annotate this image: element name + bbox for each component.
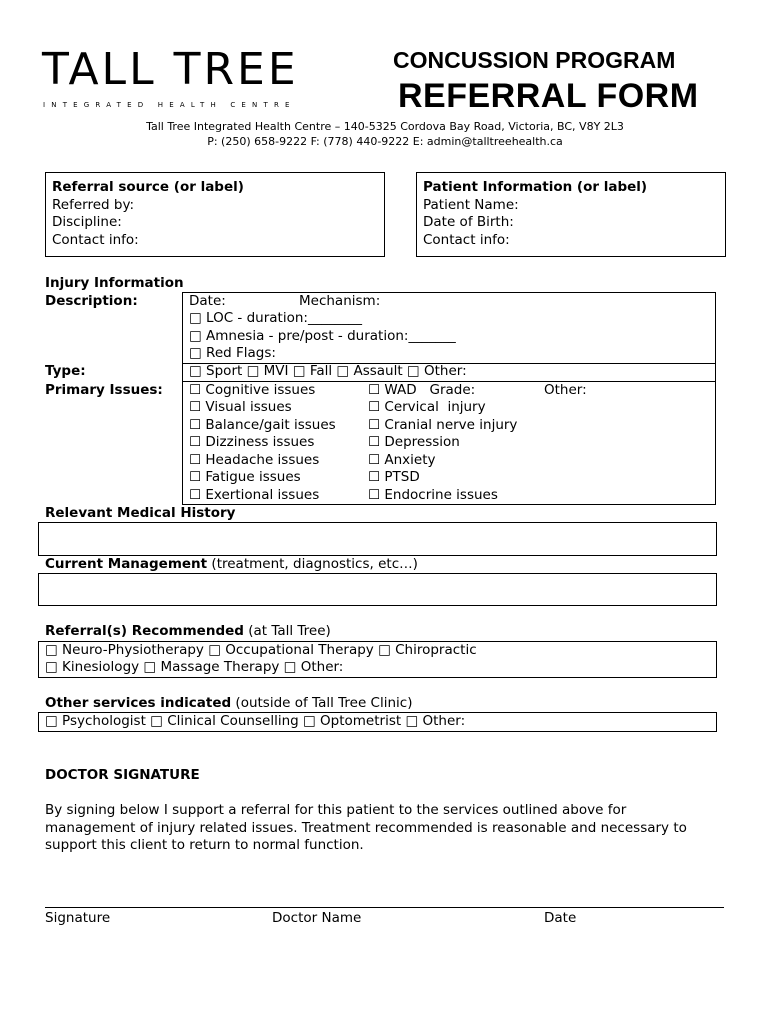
referral-source-heading: Referral source (or label) xyxy=(52,179,244,195)
primary-issues-label: Primary Issues: xyxy=(45,382,163,398)
loc-checkbox[interactable]: □ LOC - duration:________ xyxy=(189,310,362,326)
cervical-checkbox[interactable]: ☐ Cervical injury xyxy=(368,399,486,415)
referrals-heading: Referral(s) Recommended (at Tall Tree) xyxy=(45,623,331,639)
medical-history-heading: Relevant Medical History xyxy=(45,505,236,521)
red-flags-checkbox[interactable]: □ Red Flags: xyxy=(189,345,276,361)
contact-line: P: (250) 658-9222 F: (778) 440-9222 E: admin@talltreehealth.ca xyxy=(207,135,563,148)
other-services-heading: Other services indicated (outside of Tall Tree Clinic) xyxy=(45,695,413,711)
wad-checkbox[interactable]: ☐ WAD Grade: xyxy=(368,382,476,398)
doctor-name-label: Doctor Name xyxy=(272,910,362,926)
logo: TALL TREE xyxy=(42,44,299,95)
fatigue-checkbox[interactable]: ☐ Fatigue issues xyxy=(189,469,301,485)
consent-text-line3: support this client to return to normal function. xyxy=(45,837,364,853)
form-title-program: CONCUSSION PROGRAM xyxy=(393,47,676,73)
consent-text-line1: By signing below I support a referral for this patient to the services outlined above for xyxy=(45,802,627,818)
exertional-checkbox[interactable]: ☐ Exertional issues xyxy=(189,487,320,503)
headache-checkbox[interactable]: ☐ Headache issues xyxy=(189,452,320,468)
discipline-label: Discipline: xyxy=(52,214,122,230)
description-label: Description: xyxy=(45,293,138,309)
endocrine-checkbox[interactable]: ☐ Endocrine issues xyxy=(368,487,498,503)
cognitive-checkbox[interactable]: ☐ Cognitive issues xyxy=(189,382,316,398)
cranial-checkbox[interactable]: ☐ Cranial nerve injury xyxy=(368,417,518,433)
form-title: REFERRAL FORM xyxy=(398,77,699,115)
current-management-heading: Current Management (treatment, diagnostics, etc…) xyxy=(45,556,418,572)
logo-subtitle: INTEGRATED HEALTH CENTRE xyxy=(43,101,296,109)
medical-history-field[interactable] xyxy=(38,522,717,556)
referrals-options-row1[interactable]: □ Neuro-Physiotherapy □ Occupational Therapy □ Chiropractic xyxy=(45,642,477,658)
injury-heading: Injury Information xyxy=(45,275,184,291)
anxiety-checkbox[interactable]: ☐ Anxiety xyxy=(368,452,436,468)
referrals-options-row2[interactable]: □ Kinesiology □ Massage Therapy □ Other: xyxy=(45,659,344,675)
type-options[interactable]: □ Sport □ MVI □ Fall □ Assault □ Other: xyxy=(189,363,467,379)
doctor-signature-heading: DOCTOR SIGNATURE xyxy=(45,767,200,783)
consent-text-line2: management of injury related issues. Treatment recommended is reasonable and necessary to xyxy=(45,820,687,836)
ptsd-checkbox[interactable]: ☐ PTSD xyxy=(368,469,420,485)
type-label: Type: xyxy=(45,363,86,379)
dizziness-checkbox[interactable]: ☐ Dizziness issues xyxy=(189,434,315,450)
patient-name-label: Patient Name: xyxy=(423,197,519,213)
dob-label: Date of Birth: xyxy=(423,214,514,230)
address-line: Tall Tree Integrated Health Centre – 140-5325 Cordova Bay Road, Victoria, BC, V8Y 2L3 xyxy=(146,120,624,133)
other-services-options[interactable]: □ Psychologist □ Clinical Counselling □ Optometrist □ Other: xyxy=(45,713,466,729)
current-management-field[interactable] xyxy=(38,573,717,606)
amnesia-checkbox[interactable]: □ Amnesia - pre/post - duration:_______ xyxy=(189,328,456,344)
patient-info-heading: Patient Information (or label) xyxy=(423,179,648,195)
signature-label: Signature xyxy=(45,910,111,926)
depression-checkbox[interactable]: ☐ Depression xyxy=(368,434,460,450)
referral-contact-label: Contact info: xyxy=(52,232,139,248)
signature-line[interactable] xyxy=(45,907,724,908)
mechanism-label: Mechanism: xyxy=(299,293,381,309)
patient-contact-label: Contact info: xyxy=(423,232,510,248)
balance-checkbox[interactable]: ☐ Balance/gait issues xyxy=(189,417,336,433)
referred-by-label: Referred by: xyxy=(52,197,134,213)
other-issues-label: Other: xyxy=(544,382,587,398)
date-label: Date: xyxy=(189,293,226,309)
date-signature-label: Date xyxy=(544,910,577,926)
visual-checkbox[interactable]: ☐ Visual issues xyxy=(189,399,292,415)
